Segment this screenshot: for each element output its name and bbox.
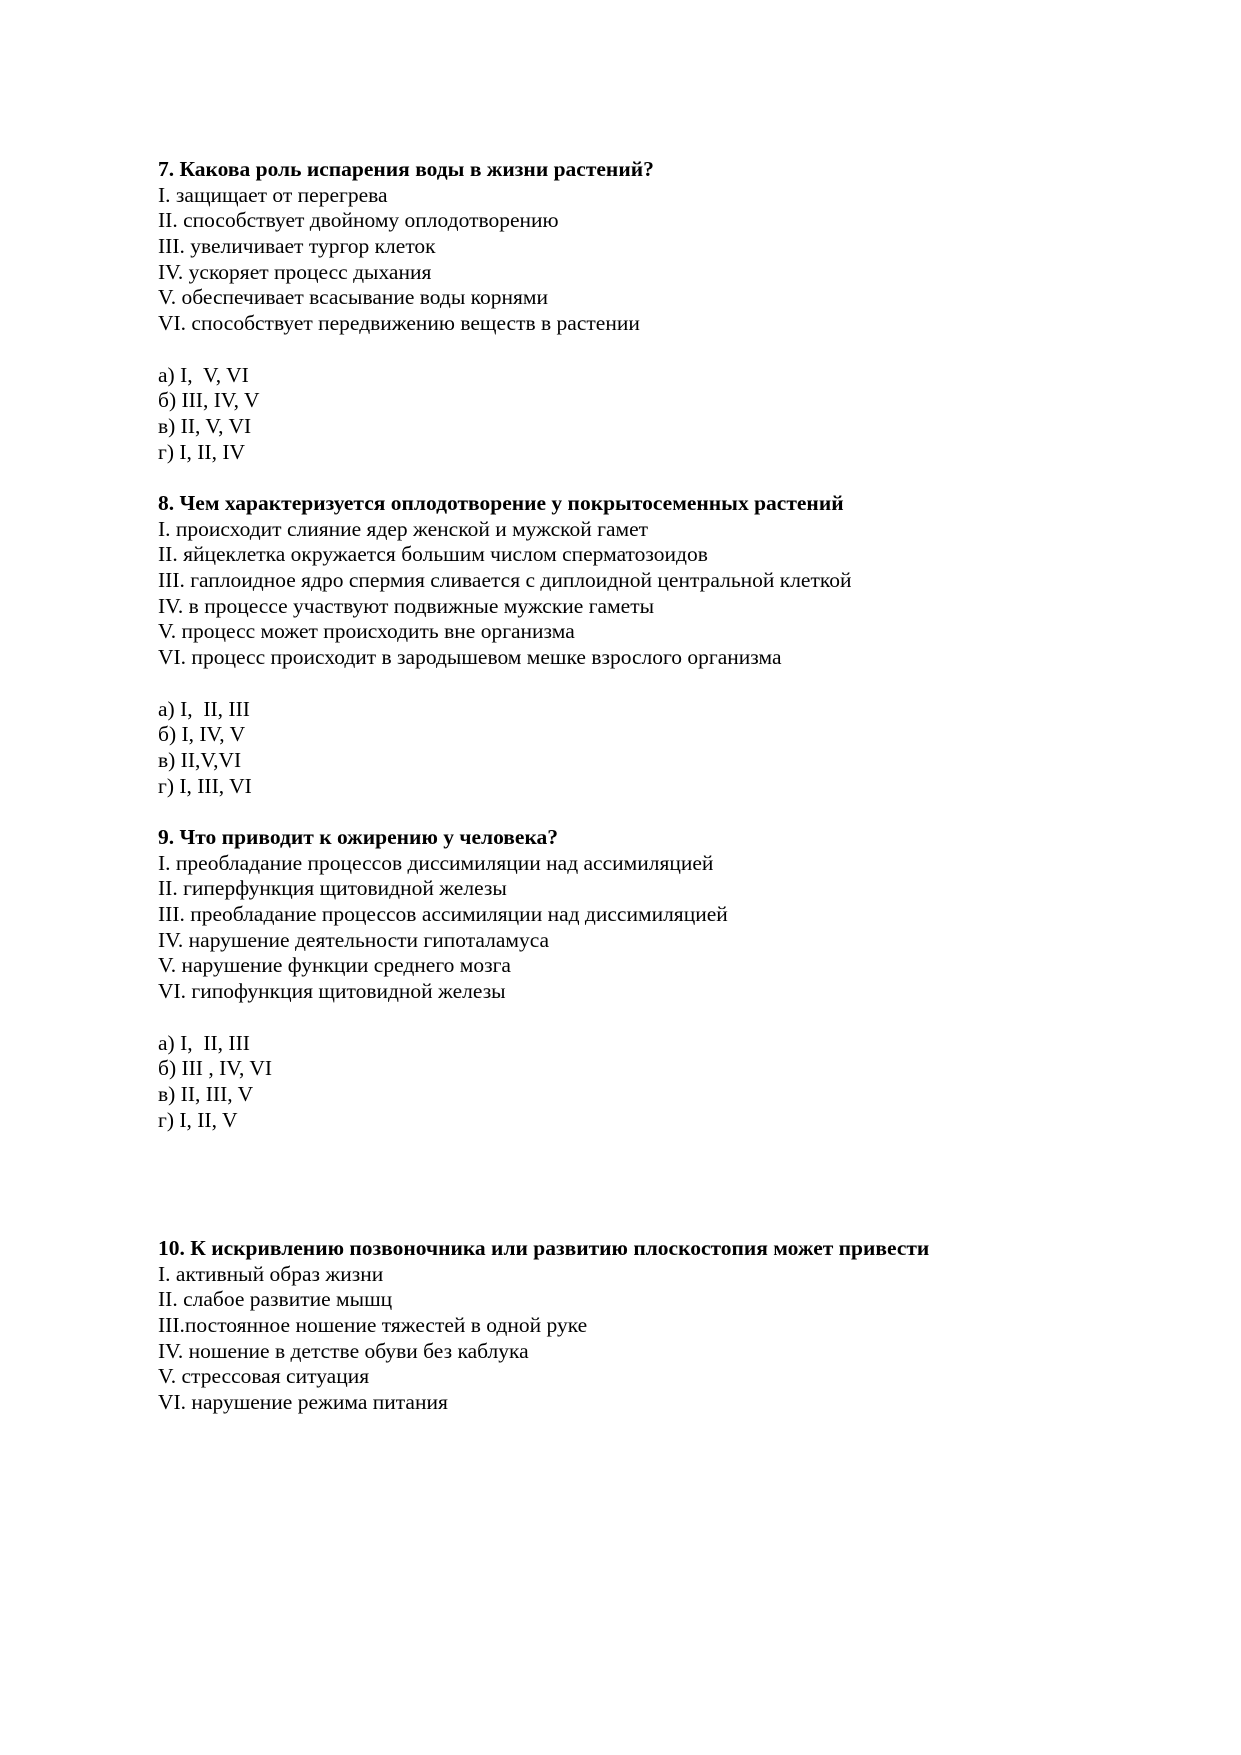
question-heading: 7. Какова роль испарения воды в жизни растений? — [158, 157, 654, 181]
statement: I. защищает от перегрева — [158, 182, 388, 207]
statement: II. способствует двойному оплодотворению — [158, 208, 559, 233]
answer-option: б) III, IV, V — [158, 388, 260, 413]
answer-option: б) I, IV, V — [158, 722, 246, 747]
statement: II. гиперфункция щитовидной железы — [158, 876, 507, 901]
answer-option: г) I, III, VI — [158, 773, 252, 798]
statement: III.постоянное ношение тяжестей в одной руке — [158, 1313, 588, 1338]
question-heading: 9. Что приводит к ожирению у человека? — [158, 825, 559, 849]
statement: III. гаплоидное ядро спермия сливается с диплоидной центральной клеткой — [158, 568, 852, 593]
answer-option: г) I, II, V — [158, 1107, 238, 1132]
statement: II. яйцеклетка окружается большим числом сперматозоидов — [158, 542, 708, 567]
answer-option: а) I, II, III — [158, 696, 250, 721]
answer-option: в) II, III, V — [158, 1081, 254, 1106]
blank-line — [158, 1005, 728, 1031]
answer-option: в) II, V, VI — [158, 413, 252, 438]
statement: V. обеспечивает всасывание воды корнями — [158, 285, 549, 310]
statement: VI. процесс происходит в зародышевом мешке взрослого организма — [158, 645, 782, 670]
question-10 — [158, 1236, 929, 1416]
question-8 — [158, 491, 851, 799]
statement: VI. гипофункция щитовидной железы — [158, 979, 506, 1004]
question-heading: 10. К искривлению позвоночника или развитию плоскостопия может привести — [158, 1236, 930, 1260]
statement: III. преобладание процессов ассимиляции над диссимиляцией — [158, 902, 728, 927]
statement: VI. нарушение режима питания — [158, 1390, 448, 1415]
statement: I. активный образ жизни — [158, 1261, 384, 1286]
statement: V. нарушение функции среднего мозга — [158, 953, 511, 978]
question-heading: 8. Чем характеризуется оплодотворение у покрытосеменных растений — [158, 491, 844, 515]
statement: II. слабое развитие мышц — [158, 1287, 393, 1312]
answer-option: а) I, V, VI — [158, 362, 249, 387]
statement: V. стрессовая ситуация — [158, 1364, 370, 1389]
answer-option: а) I, II, III — [158, 1030, 250, 1055]
statement: V. процесс может происходить вне организма — [158, 619, 575, 644]
statement: VI. способствует передвижению веществ в растении — [158, 311, 640, 336]
blank-line — [158, 671, 851, 697]
statement: III. увеличивает тургор клеток — [158, 234, 436, 259]
question-7 — [158, 157, 654, 465]
statement: I. происходит слияние ядер женской и мужской гамет — [158, 516, 649, 541]
statement: IV. ношение в детстве обуви без каблука — [158, 1338, 529, 1363]
statement: IV. ускоряет процесс дыхания — [158, 259, 432, 284]
statement: IV. в процессе участвуют подвижные мужские гаметы — [158, 593, 655, 618]
answer-option: б) III , IV, VI — [158, 1056, 273, 1081]
blank-line — [158, 337, 654, 363]
statement: I. преобладание процессов диссимиляции над ассимиляцией — [158, 850, 714, 875]
answer-option: в) II,V,VI — [158, 747, 242, 772]
statement: IV. нарушение деятельности гипоталамуса — [158, 927, 550, 952]
answer-option: г) I, II, IV — [158, 439, 246, 464]
question-9 — [158, 825, 728, 1133]
